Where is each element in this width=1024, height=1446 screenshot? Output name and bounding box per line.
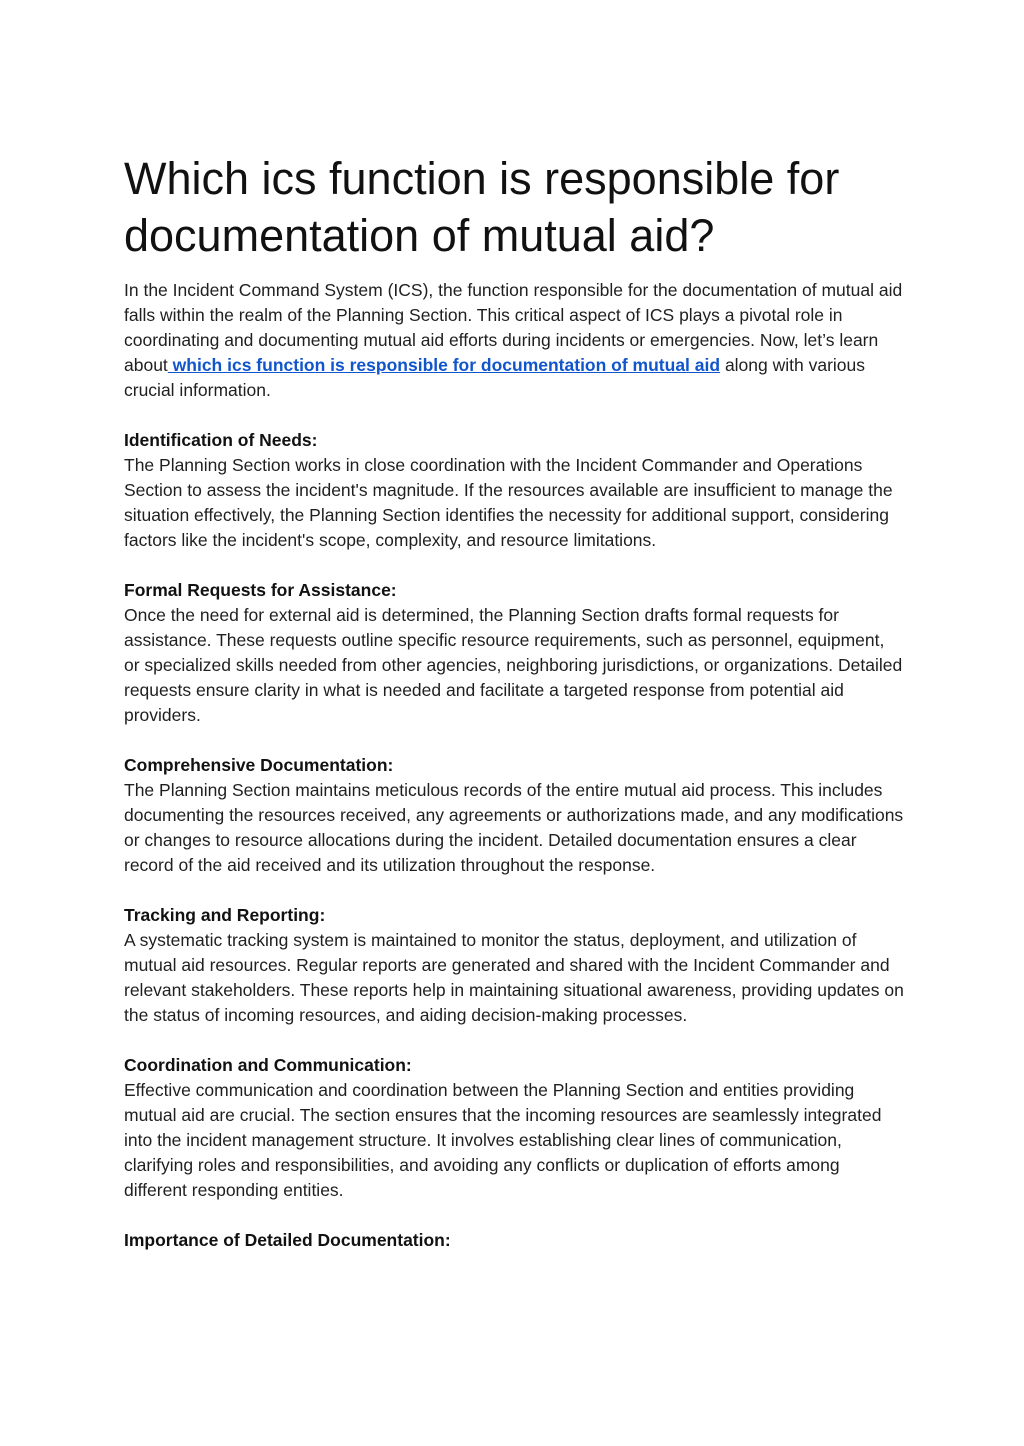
section-heading: Identification of Needs: xyxy=(124,430,318,450)
page-title: Which ics function is responsible for documentation of mutual aid? xyxy=(124,153,840,261)
section-body: The Planning Section works in close coordination with the Incident Commander and Operations Section to assess the incident's magnitude. If the resources available are insufficient to manage the situation effectively, the Planning Section identifies the necessity for additional support, considering factors like the incident's scope, complexity, and resource limitations. xyxy=(124,455,893,550)
section-body: The Planning Section maintains meticulous records of the entire mutual aid process. This includes documenting the resources received, any agreements or authorizations made, and any modifications or changes to resource allocations during the incident. Detailed documentation ensures a clear record of the aid received and its utilization throughout the response. xyxy=(124,780,904,875)
section-body: Effective communication and coordination between the Planning Section and entities providing mutual aid are crucial. The section ensures that the incoming resources are seamlessly integrated into the incident management structure. It involves establishing clear lines of communication, clarifying roles and responsibilities, and avoiding any conflicts or duplication of efforts among different responding entities. xyxy=(124,1080,882,1200)
section-body: Once the need for external aid is determined, the Planning Section drafts formal requests for assistance. These requests outline specific resource requirements, such as personnel, equipment, or specialized skills needed from other agencies, neighboring jurisdictions, or organizations. Detailed requests ensure clarity in what is needed and facilitate a targeted response from potential aid providers. xyxy=(124,605,903,725)
section-coordination-and-communication xyxy=(124,1053,904,1203)
section-tracking-and-reporting xyxy=(124,903,904,1028)
section-heading: Comprehensive Documentation: xyxy=(124,755,394,775)
section-heading: Importance of Detailed Documentation: xyxy=(124,1230,451,1250)
section-formal-requests xyxy=(124,578,904,728)
intro-text-after-link: along with various crucial information. xyxy=(124,355,866,400)
section-body: A systematic tracking system is maintained to monitor the status, deployment, and utilization of mutual aid resources. Regular reports are generated and shared with the Incident Commander and relevant stakeholders. These reports help in maintaining situational awareness, providing updates on the status of incoming resources, and aiding decision-making processes. xyxy=(124,930,904,1025)
section-heading: Coordination and Communication: xyxy=(124,1055,412,1075)
section-importance-of-detailed-documentation xyxy=(124,1228,904,1253)
article-link[interactable]: which ics function is responsible for documentation of mutual aid xyxy=(167,355,721,375)
document-page xyxy=(124,150,904,1278)
section-heading: Formal Requests for Assistance: xyxy=(124,580,397,600)
intro-paragraph xyxy=(124,278,904,403)
intro-text-before-link: In the Incident Command System (ICS), the function responsible for the documentation of mutual aid falls within the realm of the Planning Section. This critical aspect of ICS plays a pivotal role in coordinating and documenting mutual aid efforts during incidents or emergencies. Now, let’s learn about xyxy=(124,280,903,375)
section-heading: Tracking and Reporting: xyxy=(124,905,326,925)
section-comprehensive-documentation xyxy=(124,753,904,878)
section-identification-of-needs xyxy=(124,428,904,553)
